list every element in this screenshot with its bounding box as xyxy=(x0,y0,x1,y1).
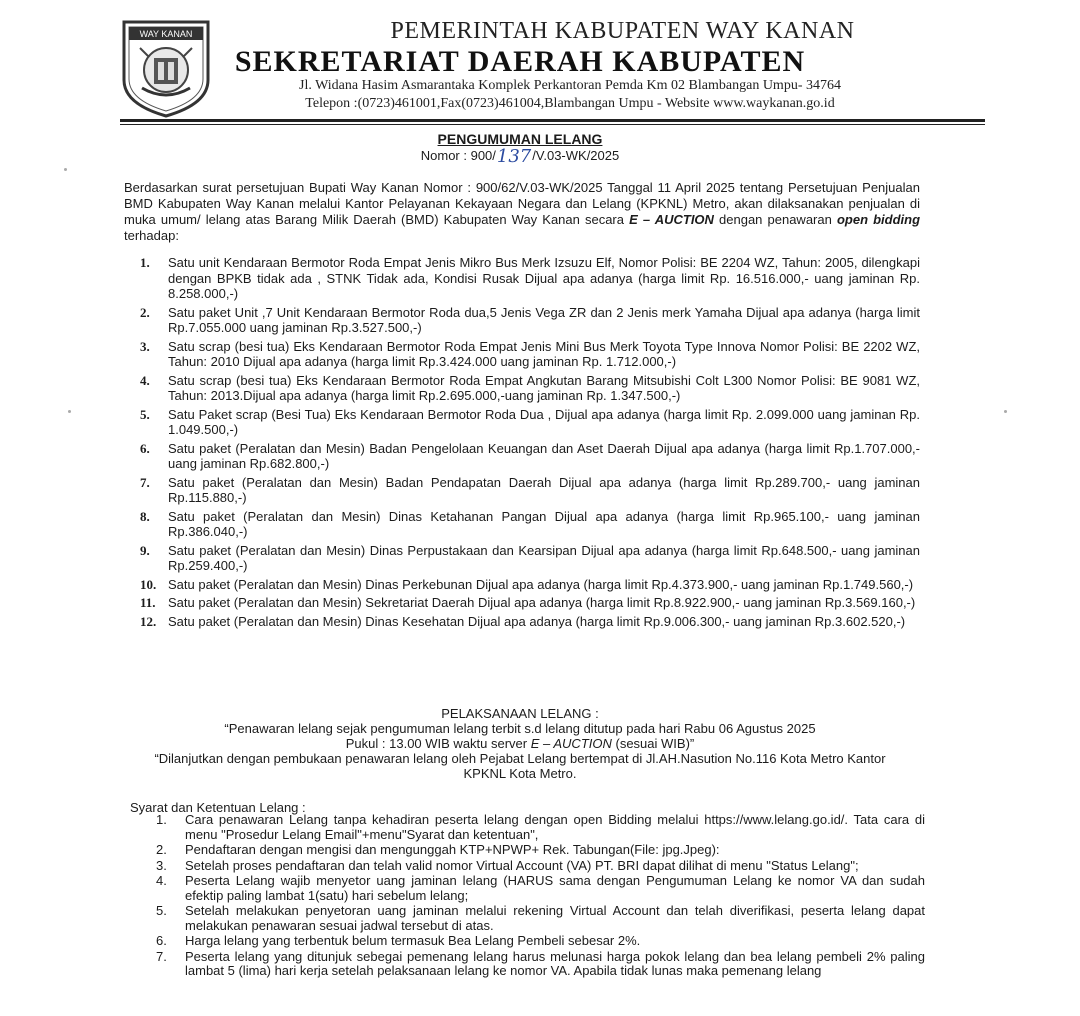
office-name: SEKRETARIAT DAERAH KABUPATEN xyxy=(234,45,806,78)
execution-line-4: KPKNL Kota Metro. xyxy=(463,766,577,781)
office-contact: Telepon :(0723)461001,Fax(0723)461004,Blambangan Umpu - Website www.waykanan.go.id xyxy=(305,96,835,111)
auction-item xyxy=(140,543,920,574)
item-number: 5. xyxy=(140,406,150,422)
execution-eauction: E – AUCTION xyxy=(530,736,612,751)
terms-number: 3. xyxy=(156,857,167,873)
auction-items-list xyxy=(140,255,920,632)
terms-text: Setelah melakukan penyetoran uang jaminan melalui rekening Virtual Account dan telah diverifikasi, peserta lelang dapat melakukan penawaran sesuai jadwal tersebut di atas. xyxy=(185,903,925,933)
terms-item xyxy=(150,859,925,874)
intro-text-2: dengan penawaran xyxy=(713,212,837,227)
execution-line-2 xyxy=(0,736,1040,751)
terms-number: 4. xyxy=(156,873,167,888)
intro-emphasis-open-bidding: open bidding xyxy=(836,212,921,227)
item-text: Satu scrap (besi tua) Eks Kendaraan Bermotor Roda Empat Angkutan Barang Mitsubishi Colt L300 Nomor Polisi: BE 9081 WZ, Tahun: 2013.Dijual apa adanya (harga limit Rp.2.695.000,-uang jaminan Rp. 1.347.500,-) xyxy=(168,372,920,403)
item-number: 9. xyxy=(140,542,150,558)
terms-number: 2. xyxy=(156,842,167,857)
auction-item xyxy=(140,441,920,472)
item-text: Satu unit Kendaraan Bermotor Roda Empat Jenis Mikro Bus Merk Izsuzu Elf, Nomor Polisi: BE 2204 WZ, Tahun: 2005, dilengkapi dengan BPKB tidak ada , STNK Tidak ada, Kondisi Rusak Dijual apa adanya (harga limit Rp. 16.516.000,- uang jaminan Rp. 8.258.000,-) xyxy=(168,255,920,301)
auction-item xyxy=(140,577,920,593)
handwritten-number: 137 xyxy=(496,146,532,167)
item-text: Satu paket (Peralatan dan Mesin) Badan Pendapatan Daerah Dijual apa adanya (harga limit Rp.289.700,- uang jaminan Rp.115.880,-) xyxy=(168,474,920,505)
execution-heading: PELAKSANAAN LELANG : xyxy=(441,706,599,721)
scan-speck xyxy=(68,410,71,413)
execution-line-1: “Penawaran lelang sejak pengumuman lelang terbit s.d lelang ditutup pada hari Rabu 06 Agustus 2025 xyxy=(224,721,816,736)
terms-number: 6. xyxy=(156,933,167,948)
terms-item xyxy=(150,843,925,858)
item-number: 10. xyxy=(140,576,157,592)
government-name: PEMERINTAH KABUPATEN WAY KANAN xyxy=(390,18,855,44)
auction-item xyxy=(140,373,920,404)
auction-item xyxy=(140,509,920,540)
auction-item xyxy=(140,475,920,506)
terms-number: 1. xyxy=(156,812,167,827)
terms-text: Harga lelang yang terbentuk belum termasuk Bea Lelang Pembeli sebesar 2%. xyxy=(185,933,641,948)
terms-item xyxy=(150,874,925,903)
intro-paragraph xyxy=(124,180,920,244)
number-suffix: /V.03-WK/2025 xyxy=(532,148,620,163)
terms-text: Setelah proses pendaftaran dan telah valid nomor Virtual Account (VA) PT. BRI dapat dilihat di menu "Status Lelang"; xyxy=(185,857,859,873)
item-text: Satu scrap (besi tua) Eks Kendaraan Bermotor Roda Empat Jenis Mini Bus Merk Toyota Type Innova Nomor Polisi: BE 2202 WZ, Tahun: 2010 Dijual apa adanya (harga limit Rp.3.424.000 uang jaminan Rp. 1.712.000,-) xyxy=(168,338,920,369)
item-number: 6. xyxy=(140,440,150,456)
terms-number: 7. xyxy=(156,948,167,964)
item-number: 4. xyxy=(140,372,150,388)
auction-item xyxy=(140,614,920,630)
intro-emphasis-eauction: E – AUCTION xyxy=(629,212,714,227)
terms-text: Cara penawaran Lelang tanpa kehadiran peserta lelang dengan open Bidding melalui https://www.lelang.go.id/. Tata cara di menu "Prosedur Lelang Email"+menu"Syarat dan ketentuan", xyxy=(185,812,925,842)
item-number: 2. xyxy=(140,304,150,320)
scan-speck xyxy=(1004,410,1007,413)
terms-item xyxy=(150,934,925,949)
item-number: 11. xyxy=(140,595,156,610)
regency-logo xyxy=(120,18,212,118)
execution-time-text: Pukul : 13.00 WIB waktu server xyxy=(345,736,531,751)
terms-item xyxy=(150,813,925,842)
item-text: Satu paket (Peralatan dan Mesin) Dinas Ketahanan Pangan Dijual apa adanya (harga limit Rp.965.100,- uang jaminan Rp.386.040,-) xyxy=(168,508,920,539)
terms-text: Peserta lelang yang ditunjuk sebegai pemenang lelang harus melunasi harga pokok lelang dan bea lelang pembeli 2% paling lambat 5 (lima) hari kerja setelah pelaksanaan lelang ke nomor VA. Apabila tidak lunas maka pemenang lelang xyxy=(185,948,925,978)
item-number: 12. xyxy=(140,613,157,629)
execution-line-3: “Dilanjutkan dengan pembukaan penawaran lelang oleh Pejabat Lelang bertempat di Jl.AH.Nasution No.116 Kota Metro Kantor xyxy=(154,751,886,766)
intro-text-1: Berdasarkan surat persetujuan Bupati Way Kanan Nomor : 900/62/V.03-WK/2025 Tanggal 11 April 2025 tentang Persetujuan Penjualan BMD Kabupaten Way Kanan melalui Kantor Pelayanan Kekayaan Negara dan Lelang (KPKNL) Metro, akan dilaksanakan penjualan di muka umum/ lelang atas Barang Milik Daerah (BMD) Kabupaten Way Kanan secara xyxy=(124,180,920,227)
logo-text: WAY KANAN xyxy=(139,29,193,39)
auction-item xyxy=(140,305,920,336)
auction-item xyxy=(140,255,920,302)
auction-item xyxy=(140,339,920,370)
execution-time-suffix: (sesuai WIB)” xyxy=(611,736,695,751)
item-text: Satu paket (Peralatan dan Mesin) Badan Pengelolaan Keuangan dan Aset Daerah Dijual apa adanya (harga limit Rp.1.707.000,- uang jaminan Rp.682.800,-) xyxy=(168,440,920,471)
terms-heading: Syarat dan Ketentuan Lelang : xyxy=(130,800,306,815)
auction-item xyxy=(140,407,920,438)
letterhead-rule-thin xyxy=(120,124,985,125)
number-prefix: Nomor : 900/ xyxy=(420,148,496,163)
terms-text: Peserta Lelang wajib menyetor uang jaminan lelang (HARUS sama dengan Pengumuman Lelang ke nomor VA dan sudah efektip paling lambat 1(satu) hari sebelum lelang; xyxy=(185,873,925,903)
item-number: 8. xyxy=(140,508,150,524)
item-text: Satu paket (Peralatan dan Mesin) Sekretariat Daerah Dijual apa adanya (harga limit Rp.8.922.900,- uang jaminan Rp.3.569.160,-) xyxy=(168,595,916,610)
terms-text: Pendaftaran dengan mengisi dan mengunggah KTP+NPWP+ Rek. Tabungan(File: jpg.Jpeg): xyxy=(185,842,720,857)
scan-speck xyxy=(64,168,67,171)
item-number: 1. xyxy=(140,255,150,270)
item-text: Satu paket (Peralatan dan Mesin) Dinas Kesehatan Dijual apa adanya (harga limit Rp.9.006.300,- uang jaminan Rp.3.602.520,-) xyxy=(168,613,906,629)
document-title: PENGUMUMAN LELANG xyxy=(437,131,603,147)
terms-number: 5. xyxy=(156,903,167,918)
intro-text-3: terhadap: xyxy=(124,228,179,243)
item-number: 7. xyxy=(140,474,150,490)
terms-list xyxy=(150,813,925,980)
auction-item xyxy=(140,595,920,611)
document-number xyxy=(0,146,1040,167)
item-number: 3. xyxy=(140,338,150,354)
office-address: Jl. Widana Hasim Asmarantaka Komplek Perkantoran Pemda Km 02 Blambangan Umpu- 34764 xyxy=(299,78,841,93)
terms-item xyxy=(150,904,925,933)
item-text: Satu Paket scrap (Besi Tua) Eks Kendaraan Bermotor Roda Dua , Dijual apa adanya (harga limit Rp. 2.099.000 uang jaminan Rp. 1.049.500,-) xyxy=(168,406,920,437)
letterhead-rule xyxy=(120,119,985,122)
item-text: Satu paket (Peralatan dan Mesin) Dinas Perpustakaan dan Kearsipan Dijual apa adanya (harga limit Rp.648.500,- uang jaminan Rp.259.400,-) xyxy=(168,542,920,573)
terms-item xyxy=(150,950,925,979)
item-text: Satu paket Unit ,7 Unit Kendaraan Bermotor Roda dua,5 Jenis Vega ZR dan 2 Jenis merk Yamaha Dijual apa adanya (harga limit Rp.7.055.000 uang jaminan Rp.3.527.500,-) xyxy=(168,304,920,335)
item-text: Satu paket (Peralatan dan Mesin) Dinas Perkebunan Dijual apa adanya (harga limit Rp.4.373.900,- uang jaminan Rp.1.749.560,-) xyxy=(168,576,914,592)
